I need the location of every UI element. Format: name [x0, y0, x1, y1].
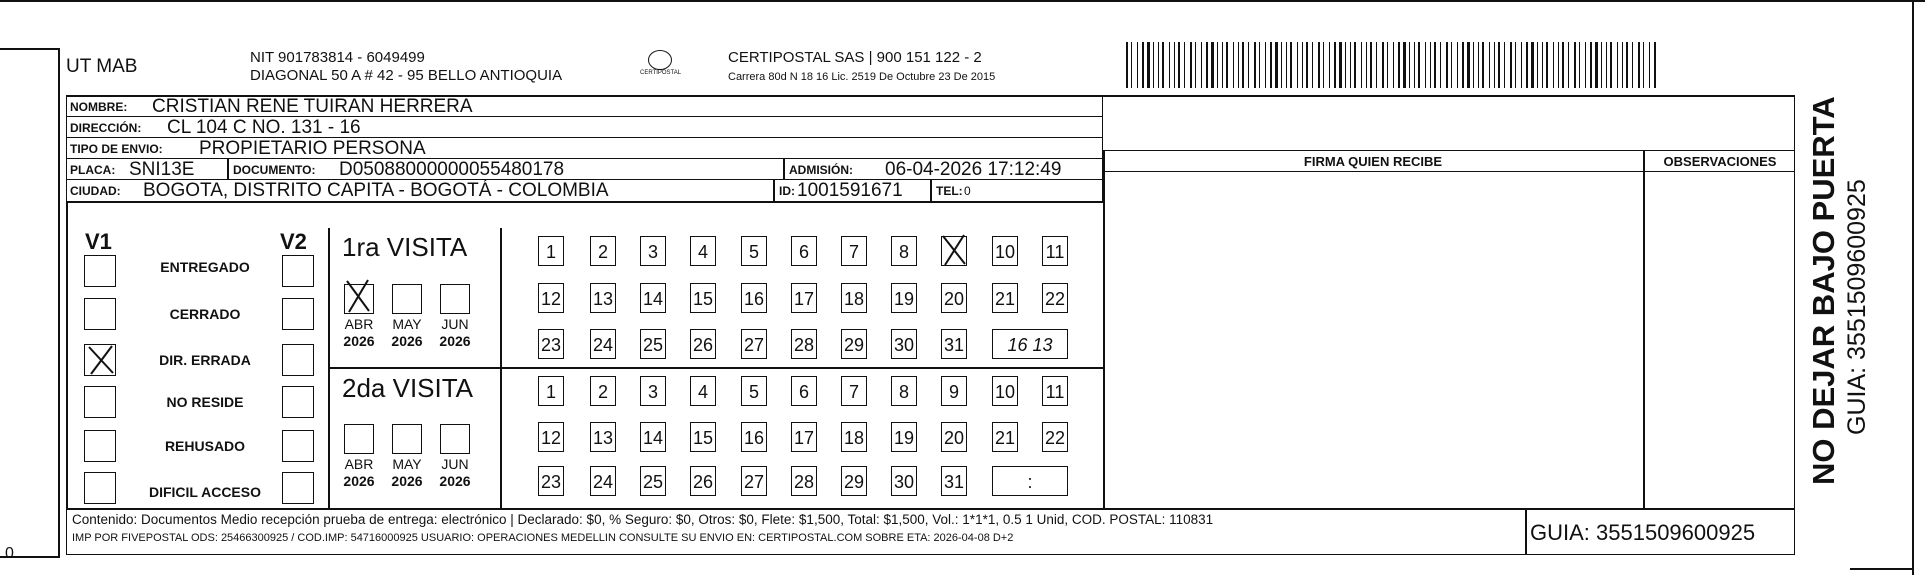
barcode-bar	[1546, 42, 1548, 88]
barcode-bar	[1254, 42, 1256, 88]
barcode-bar	[1457, 42, 1458, 88]
barcode-bar	[1418, 42, 1420, 88]
barcode-bar	[1153, 42, 1154, 88]
barcode-bar	[1339, 42, 1342, 88]
second-visit-day-14[interactable]: 14	[640, 422, 666, 452]
barcode-bar	[1494, 42, 1495, 88]
barcode-bar	[1553, 42, 1554, 88]
second-visit-month-box[interactable]	[440, 424, 470, 454]
first-visit-day-4[interactable]: 4	[690, 236, 716, 266]
first-visit-day-24[interactable]: 24	[590, 329, 616, 359]
second-visit-day-21[interactable]: 21	[992, 422, 1018, 452]
barcode-bar	[1638, 42, 1640, 88]
certipostal-logo: CERTIPOSTAL	[640, 50, 680, 76]
month-label: ABR 2026	[343, 456, 375, 489]
id-value: 1001591671	[797, 180, 903, 201]
row-placa: PLACA: SNI13E DOCUMENTO: D05088000000055480178 ADMISIÓN: 06-04-2026 17:12:49	[66, 159, 1103, 180]
side-guia: GUIA: 3551509600925	[1843, 179, 1871, 435]
option-label: CERRADO	[169, 306, 241, 322]
barcode-bar	[1270, 42, 1272, 88]
second-visit-day-19[interactable]: 19	[891, 422, 917, 452]
barcode-bar	[1286, 42, 1287, 88]
first-visit-day-2[interactable]: 2	[590, 236, 616, 266]
first-visit-day-29[interactable]: 29	[841, 329, 867, 359]
barcode-bar	[1345, 42, 1346, 88]
divider-obs	[1643, 150, 1645, 509]
barcode-bar	[1504, 42, 1505, 88]
barcode-bar	[1259, 42, 1260, 88]
barcode-bar	[1162, 42, 1164, 88]
divider-left	[1103, 150, 1105, 509]
barcode-bar	[1190, 42, 1192, 88]
barcode-bar	[1526, 42, 1528, 88]
barcode-bar	[1542, 42, 1543, 88]
left-stub-zero: 0	[5, 545, 14, 562]
v2-checkbox-0[interactable]	[282, 255, 314, 287]
certipostal-license: Carrera 80d N 18 16 Lic. 2519 De Octubre 23 De 2015	[728, 71, 996, 83]
barcode-bar	[1574, 42, 1576, 88]
second-visit-day-7[interactable]: 7	[841, 376, 867, 406]
first-visit-day-22[interactable]: 22	[1042, 283, 1068, 313]
barcode-bar	[1579, 42, 1580, 88]
barcode-bar	[1451, 42, 1452, 88]
barcode-bar	[1585, 42, 1586, 88]
company-name: UT MAB	[66, 56, 138, 77]
second-visit-day-26[interactable]: 26	[690, 466, 716, 496]
barcode-bar	[1329, 42, 1330, 88]
barcode-bar	[1211, 42, 1214, 88]
second-visit-time[interactable]: :	[992, 466, 1068, 496]
barcode-bar	[1632, 42, 1633, 88]
barcode-bar	[1601, 42, 1602, 88]
v1-checkbox-3[interactable]	[84, 386, 116, 418]
first-visit-day-16[interactable]: 16	[741, 283, 767, 313]
check-mark-icon	[344, 278, 372, 314]
barcode-bar	[1323, 42, 1324, 88]
barcode-bar	[1568, 42, 1569, 88]
first-visit-day-8[interactable]: 8	[891, 236, 917, 266]
second-visit-day-23[interactable]: 23	[538, 466, 564, 496]
barcode-bar	[1610, 42, 1612, 88]
row-nombre: NOMBRE: CRISTIAN RENE TUIRAN HERRERA	[66, 96, 1103, 117]
barcode-bar	[1425, 42, 1426, 88]
barcode-bar	[1184, 42, 1185, 88]
second-visit-day-20[interactable]: 20	[941, 422, 967, 452]
first-visit-day-18[interactable]: 18	[841, 283, 867, 313]
firma-label: FIRMA QUIEN RECIBE	[1303, 154, 1443, 169]
barcode-bar	[1290, 42, 1292, 88]
second-visit-day-2[interactable]: 2	[590, 376, 616, 406]
first-visit-day-31[interactable]: 31	[941, 329, 967, 359]
second-visit-month-box[interactable]	[344, 424, 374, 454]
second-visit-day-6[interactable]: 6	[791, 376, 817, 406]
barcode-bar	[1233, 42, 1234, 88]
second-visit-day-12[interactable]: 12	[538, 422, 564, 452]
second-visit-day-31[interactable]: 31	[941, 466, 967, 496]
barcode-bar	[1622, 42, 1623, 88]
company-nit: NIT 901783814 - 6049499	[250, 49, 425, 66]
second-visit-day-3[interactable]: 3	[640, 376, 666, 406]
barcode-bar	[1558, 42, 1559, 88]
first-visit-day-28[interactable]: 28	[791, 329, 817, 359]
second-visit-day-16[interactable]: 16	[741, 422, 767, 452]
second-visit-day-24[interactable]: 24	[590, 466, 616, 496]
check-mark-icon	[940, 233, 968, 267]
barcode-bar	[1643, 42, 1644, 88]
footer-guia: GUIA: 3551509600925	[1530, 520, 1756, 545]
second-visit-day-22[interactable]: 22	[1042, 422, 1068, 452]
first-visit-day-5[interactable]: 5	[741, 236, 767, 266]
barcode-bar	[1393, 42, 1394, 88]
barcode-bar	[1226, 42, 1228, 88]
second-visit-day-25[interactable]: 25	[640, 466, 666, 496]
second-visit-title: 2da VISITA	[342, 373, 474, 403]
first-visit-day-13[interactable]: 13	[590, 283, 616, 313]
v2-checkbox-3[interactable]	[282, 386, 314, 418]
row-tipo: TIPO DE ENVIO: PROPIETARIO PERSONA	[66, 138, 1103, 159]
certipostal-info: CERTIPOSTAL SAS | 900 151 122 - 2	[728, 49, 982, 66]
barcode-bar	[1302, 42, 1303, 88]
first-visit-day-17[interactable]: 17	[791, 283, 817, 313]
second-visit-day-29[interactable]: 29	[841, 466, 867, 496]
barcode-bar	[1206, 42, 1208, 88]
barcode-bar	[1169, 42, 1170, 88]
barcode-bar	[1312, 42, 1313, 88]
barcode-bar	[1306, 42, 1308, 88]
nombre-value: CRISTIAN RENE TUIRAN HERRERA	[152, 96, 473, 117]
observaciones-label: OBSERVACIONES	[1663, 154, 1777, 169]
month-label: JUN 2026	[439, 456, 471, 489]
second-visit-day-28[interactable]: 28	[791, 466, 817, 496]
barcode-bar	[1387, 42, 1388, 88]
v1-checkbox-0[interactable]	[84, 255, 116, 287]
v2-checkbox-1[interactable]	[282, 298, 314, 330]
barcode-bar	[1489, 42, 1490, 88]
first-visit-title: 1ra VISITA	[342, 232, 468, 262]
second-visit-day-4[interactable]: 4	[690, 376, 716, 406]
barcode-bar	[1297, 42, 1298, 88]
v1-checkbox-5[interactable]	[84, 472, 116, 504]
v2-label: V2	[280, 229, 307, 254]
month-label: MAY 2026	[391, 316, 423, 349]
option-label: ENTREGADO	[160, 259, 250, 275]
barcode-bar	[1126, 42, 1128, 88]
barcode-bar	[1510, 42, 1512, 88]
month-label: JUN 2026	[439, 316, 471, 349]
barcode-bar	[1595, 42, 1598, 88]
barcode-bar	[1482, 42, 1484, 88]
barcode-bar	[1403, 42, 1406, 88]
barcode-bar	[1248, 42, 1249, 88]
v1-label: V1	[85, 229, 112, 254]
first-visit-day-14[interactable]: 14	[640, 283, 666, 313]
barcode-bar	[1531, 42, 1534, 88]
barcode-bar	[1376, 42, 1377, 88]
barcode-bar	[1654, 42, 1656, 88]
bottom-corner	[1850, 568, 1912, 570]
barcode-bar	[1222, 42, 1223, 88]
first-visit-day-10[interactable]: 10	[992, 236, 1018, 266]
barcode-bar	[1318, 42, 1320, 88]
month-label: MAY 2026	[391, 456, 423, 489]
option-label: DIFICIL ACCESO	[148, 484, 261, 500]
first-visit-day-30[interactable]: 30	[891, 329, 917, 359]
barcode-bar	[1334, 42, 1336, 88]
barcode-bar	[1361, 42, 1362, 88]
barcode-bar	[1515, 42, 1516, 88]
second-visit-day-1[interactable]: 1	[538, 376, 564, 406]
first-visit-day-26[interactable]: 26	[690, 329, 716, 359]
first-visit-day-15[interactable]: 15	[690, 283, 716, 313]
second-visit-day-17[interactable]: 17	[791, 422, 817, 452]
second-visit-day-10[interactable]: 10	[992, 376, 1018, 406]
right-edge	[1912, 0, 1914, 575]
top-edge	[0, 0, 1925, 2]
option-label: REHUSADO	[164, 438, 246, 454]
barcode-bar	[1201, 42, 1202, 88]
v2-checkbox-4[interactable]	[282, 430, 314, 462]
barcode-bar	[1409, 42, 1410, 88]
barcode-bar	[1414, 42, 1415, 88]
visits-left-border	[66, 203, 68, 509]
v2-checkbox-2[interactable]	[282, 344, 314, 376]
barcode-bar	[1178, 42, 1180, 88]
first-visit-day-3[interactable]: 3	[640, 236, 666, 266]
barcode-bar	[1275, 42, 1278, 88]
first-visit-day-27[interactable]: 27	[741, 329, 767, 359]
barcode-bar	[1265, 42, 1266, 88]
first-visit-day-6[interactable]: 6	[791, 236, 817, 266]
second-visit-day-18[interactable]: 18	[841, 422, 867, 452]
documento-value: D05088000000055480178	[339, 159, 565, 180]
barcode-bar	[1398, 42, 1400, 88]
barcode-bar	[1626, 42, 1628, 88]
barcode-bar	[1131, 42, 1132, 88]
imp-text: IMP POR FIVEPOSTAL ODS: 25466300925 / COD.IMP: 54716000925 USUARIO: OPERACIONES MEDELLIN CONSULTE SU ENVIO EN: CERTIPOSTAL.COM SOBRE ETA: 2026-04-08 D+2	[72, 532, 1014, 544]
row-ciudad: CIUDAD: BOGOTA, DISTRITO CAPITA - BOGOTÁ - COLOMBIA ID: 1001591671 TEL: 0	[66, 180, 1103, 203]
second-visit-day-30[interactable]: 30	[891, 466, 917, 496]
first-visit-day-1[interactable]: 1	[538, 236, 564, 266]
month-label: ABR 2026	[343, 316, 375, 349]
first-visit-day-25[interactable]: 25	[640, 329, 666, 359]
barcode-bar	[1147, 42, 1150, 88]
barcode-bar	[1478, 42, 1479, 88]
barcode	[1126, 42, 1661, 88]
first-visit-day-12[interactable]: 12	[538, 283, 564, 313]
first-visit-day-19[interactable]: 19	[891, 283, 917, 313]
first-visit-day-23[interactable]: 23	[538, 329, 564, 359]
barcode-bar	[1430, 42, 1431, 88]
direccion-value: CL 104 C NO. 131 - 16	[167, 117, 361, 138]
barcode-bar	[1137, 42, 1138, 88]
barcode-bar	[1446, 42, 1448, 88]
barcode-bar	[1142, 42, 1144, 88]
second-visit-day-8[interactable]: 8	[891, 376, 917, 406]
v1-checkbox-4[interactable]	[84, 430, 116, 462]
second-visit-day-11[interactable]: 11	[1042, 376, 1068, 406]
second-visit-day-13[interactable]: 13	[590, 422, 616, 452]
barcode-bar	[1562, 42, 1564, 88]
barcode-bar	[1350, 42, 1351, 88]
barcode-bar	[1617, 42, 1618, 88]
first-visit-month-box[interactable]	[440, 284, 470, 314]
barcode-bar	[1521, 42, 1522, 88]
barcode-bar	[1354, 42, 1356, 88]
first-visit-day-9[interactable]	[941, 236, 967, 266]
barcode-bar	[1434, 42, 1436, 88]
second-visit-day-15[interactable]: 15	[690, 422, 716, 452]
barcode-bar	[1440, 42, 1441, 88]
barcode-bar	[1370, 42, 1372, 88]
barcode-bar	[1537, 42, 1538, 88]
barcode-bar	[1498, 42, 1500, 88]
option-label: NO RESIDE	[166, 394, 244, 410]
contenido-text: Contenido: Documentos Medio recepción prueba de entrega: electrónico | Declarado: $0, % Seguro: $0, Otros: $0, Flete: $1,500, Total: $1,500, Vol.: 1*1*1, 0.5 1 Unid, COD. POSTAL: 110831	[72, 512, 1214, 527]
option-label: DIR. ERRADA	[159, 352, 251, 368]
admision-value: 06-04-2026 17:12:49	[885, 159, 1062, 180]
barcode-bar	[1238, 42, 1239, 88]
barcode-bar	[1195, 42, 1196, 88]
barcode-bar	[1462, 42, 1464, 88]
left-stub	[0, 48, 60, 558]
visits-mid-line	[328, 367, 1103, 369]
v1-checkbox-1[interactable]	[84, 298, 116, 330]
check-mark-icon	[86, 344, 116, 376]
second-visit-day-5[interactable]: 5	[741, 376, 767, 406]
company-address: DIAGONAL 50 A # 42 - 95 BELLO ANTIOQUIA	[250, 67, 563, 84]
tipo-value: PROPIETARIO PERSONA	[199, 138, 426, 159]
second-visit-day-9[interactable]: 9	[941, 376, 967, 406]
barcode-bar	[1382, 42, 1384, 88]
barcode-bar	[1217, 42, 1218, 88]
first-visit-day-20[interactable]: 20	[941, 283, 967, 313]
footer-frame	[66, 508, 1795, 555]
barcode-bar	[1242, 42, 1244, 88]
barcode-bar	[1590, 42, 1592, 88]
barcode-bar	[1473, 42, 1474, 88]
barcode-bar	[1467, 42, 1470, 88]
barcode-bar	[1366, 42, 1367, 88]
v2-checkbox-5[interactable]	[282, 472, 314, 504]
row-direccion: DIRECCIÓN: CL 104 C NO. 131 - 16	[66, 117, 1103, 138]
barcode-bar	[1606, 42, 1607, 88]
ciudad-value: BOGOTA, DISTRITO CAPITA - BOGOTÁ - COLOMBIA	[143, 180, 609, 201]
first-visit-month-box[interactable]	[392, 284, 422, 314]
barcode-bar	[1158, 42, 1159, 88]
barcode-bar	[1174, 42, 1175, 88]
second-visit-month-box[interactable]	[392, 424, 422, 454]
first-visit-day-11[interactable]: 11	[1042, 236, 1068, 266]
placa-value: SNI13E	[129, 159, 195, 180]
barcode-bar	[1281, 42, 1282, 88]
first-visit-day-7[interactable]: 7	[841, 236, 867, 266]
no-dejar-bajo-puerta: NO DEJAR BAJO PUERTA	[1806, 96, 1841, 485]
first-visit-day-21[interactable]: 21	[992, 283, 1018, 313]
barcode-bar	[1649, 42, 1650, 88]
second-visit-day-27[interactable]: 27	[741, 466, 767, 496]
first-visit-time[interactable]: 16 13	[992, 329, 1068, 359]
